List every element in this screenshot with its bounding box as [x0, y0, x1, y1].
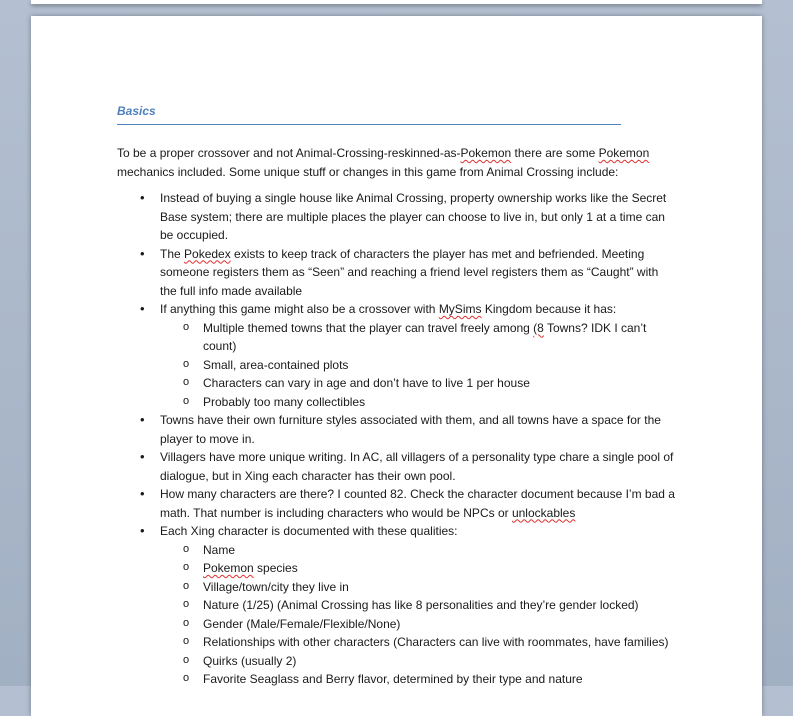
misspelled-word: Pokedex: [184, 246, 231, 261]
text-run: Probably too many collectibles: [203, 394, 366, 409]
sub-bullet-item: [203, 393, 677, 412]
text-run: Favorite Seaglass and Berry flavor, determined by their type and nature: [203, 672, 583, 686]
bullet-item: [160, 245, 677, 301]
text-run: Village/town/city they live in: [203, 579, 349, 594]
text-run: Nature (1/25) (Animal Crossing has like 8 personalities and they’re gender locked): [203, 598, 639, 612]
bullet-list: [117, 189, 677, 689]
bullet-item: [160, 485, 677, 522]
text-run: Towns have their own furniture styles associated with them, and all towns have a space for the player to move in.: [160, 413, 661, 446]
bullet-item: [160, 411, 677, 448]
text-run: Small, area-contained plots: [203, 357, 349, 372]
text-run: Characters can vary in age and don’t have to live 1 per house: [203, 376, 530, 390]
document-body[interactable]: [117, 144, 677, 689]
text-run: Kingdom because it has:: [481, 302, 617, 316]
misspelled-word: Pokemon: [203, 561, 254, 575]
misspelled-word: Pokemon: [460, 146, 512, 160]
sub-bullet-item: [203, 541, 677, 560]
text-run: species: [253, 561, 298, 575]
misspelled-word: Pokemon: [598, 146, 650, 160]
sub-bullet-item: [203, 356, 677, 375]
bullet-item: [160, 522, 677, 689]
text-run: Gender (Male/Female/Flexible/None): [203, 616, 401, 631]
text-run: Name: [203, 542, 236, 557]
text-run: Villagers have more unique writing. In AC, all villagers of a personality type chare a single pool of dialogue, but in Xing each character has their own pool.: [160, 450, 674, 483]
bullet-item: [160, 189, 677, 245]
text-run: mechanics included. Some unique stuff or changes in this game from Animal Crossing include:: [117, 164, 619, 179]
sub-bullet-item: [203, 578, 677, 597]
text-run: Instead of buying a single house like Animal Crossing, property ownership works like the Secret Base system; there are multiple places the player can choose to live in, but only 1 at a time can be occupied.: [160, 191, 667, 242]
sub-bullet-item: [203, 319, 677, 356]
text-run: To be a proper crossover and not Animal-Crossing-reskinned-as-: [117, 146, 461, 160]
text-run: there are some: [511, 146, 599, 160]
text-run: Relationships with other characters (Characters can live with roommates, have families): [203, 635, 669, 649]
misspelled-word: unlockables: [511, 505, 576, 520]
text-run: Multiple themed towns that the player can travel freely among: [203, 320, 534, 335]
text-run: How many characters are there? I counted 82. Check the character document because I’m bad a math. That number is including characters who would be NPCs or: [160, 487, 675, 520]
text-run: The: [160, 246, 185, 261]
bullet-item: [160, 448, 677, 485]
sub-bullet-item: [203, 615, 677, 634]
previous-page-edge: [31, 0, 762, 4]
misspelled-word: (8: [533, 320, 544, 335]
text-run: exists to keep track of characters the player has met and befriended. Meeting someone registers them as “Seen” and reaching a friend level registers them as “Caught” with the full info made available: [160, 246, 659, 298]
sub-bullet-item: [203, 633, 677, 652]
sub-bullet-list: [160, 541, 677, 689]
document-page[interactable]: [31, 16, 762, 716]
sub-bullet-item: [203, 374, 677, 393]
sub-bullet-list: [160, 319, 677, 412]
section-heading: Basics: [117, 104, 156, 118]
sub-bullet-item: [203, 596, 677, 615]
text-run: Quirks (usually 2): [203, 653, 297, 668]
heading-rule: [117, 124, 621, 125]
sub-bullet-item: [203, 559, 677, 578]
bullet-item: [160, 300, 677, 411]
text-run: Towns? IDK I can’t count): [203, 320, 647, 353]
text-run: Each Xing character is documented with these qualities:: [160, 524, 458, 538]
intro-paragraph: [117, 144, 677, 181]
text-run: If anything this game might also be a crossover with: [160, 302, 439, 316]
sub-bullet-item: [203, 652, 677, 671]
misspelled-word: MySims: [438, 302, 482, 316]
